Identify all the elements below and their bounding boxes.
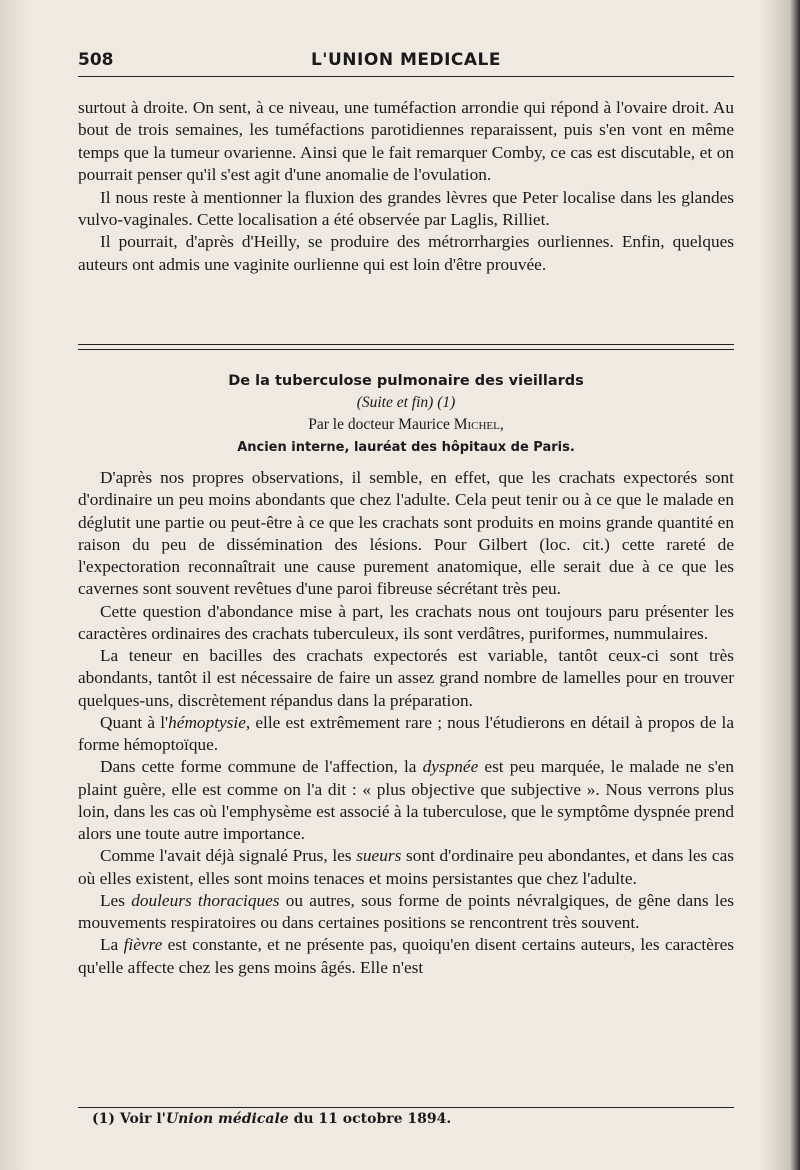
text-run: est constante, et ne présente pas, quoiqu'en disent certains auteurs, les caractères qu'elle affecte chez les gens moins âgés. Elle n'est — [78, 935, 734, 977]
paragraph: surtout à droite. On sent, à ce niveau, une tuméfaction arrondie qui répond à l'ovaire droit. Au bout de trois semaines, les tuméfactions parotidiennes reparaissent, puis s'en vont en même temps que la tumeur ovarienne. Ainsi que le fait remarquer Comby, ce cas est discutable, et on pourrait penser qu'il s'est agit d'une anomalie de l'ovulation. — [78, 98, 734, 185]
author-surname: Michel, — [453, 416, 504, 433]
footnote — [92, 1111, 451, 1127]
continued-text — [78, 97, 734, 276]
emphasis: dyspnée — [422, 757, 479, 777]
text-run: , elle est extrêmement rare ; nous l'étudierons en détail à propos de la forme hémoptoïque. — [78, 712, 734, 754]
text-run: Quant à l' — [100, 712, 169, 732]
paragraph: La teneur en bacilles des crachats expectorés est variable, tantôt ceux-ci sont très abondants, tantôt il est nécessaire de faire un assez grand nombre de lamelles pour en trouver quelques-uns, discrètement répandus dans la préparation. — [78, 646, 734, 710]
text-run: Comme l'avait déjà signalé Prus, les — [100, 846, 357, 866]
text-run: ou autres, sous forme de points névralgiques, de gêne dans les mouvements respiratoires ou dans certaines positions se rencontrent très souvent. — [78, 890, 734, 932]
article-body — [78, 467, 734, 979]
header-rule — [78, 76, 734, 77]
text-run: (1) Voir l' — [92, 1111, 166, 1127]
paragraph: Il pourrait, d'après d'Heilly, se produire des métrorrhargies ourliennes. Enfin, quelques auteurs ont admis une vaginite ourlienne qui est loin d'être prouvée. — [78, 232, 734, 274]
article-author — [78, 414, 734, 436]
section-divider — [78, 344, 734, 350]
emphasis: fièvre — [123, 935, 163, 955]
author-prefix: Par le docteur Maurice — [308, 416, 454, 433]
paragraph — [78, 756, 734, 845]
text-run: sont d'ordinaire peu abondantes, et dans les cas où elles existent, elles sont moins tenaces et moins persistantes que chez l'adulte. — [78, 846, 734, 888]
paragraph: D'après nos propres observations, il semble, en effet, que les crachats expectorés sont d'ordinaire un peu moins abondants que chez l'adulte. Cela peut tenir ou à ce que le malade en déglutit une partie ou peut-être à ce que les crachats sont produits en moins grande quantité en raison du peu de dissémination des lésions. Pour Gilbert (loc. cit.) cette rareté de l'expectoration reconnaîtrait une cause purement anatomique, elle serait due à ce que les cavernes sont souvent revêtues d'une paroi fibreuse sécrétant très peu. — [78, 468, 734, 599]
paragraph — [78, 845, 734, 890]
text-run: Les — [100, 890, 132, 910]
paragraph — [78, 934, 734, 979]
text-run: Dans cette forme commune de l'affection, la — [100, 757, 423, 777]
emphasis: Union médicale — [165, 1111, 289, 1127]
paragraph: Il nous reste à mentionner la fluxion des grandes lèvres que Peter localise dans les glandes vulvo-vaginales. Cette localisation a été observée par Laglis, Rilliet. — [78, 187, 734, 230]
article-heading — [78, 370, 734, 460]
page-header — [78, 50, 734, 76]
emphasis: hémoptysie — [168, 712, 246, 732]
page-number: 508 — [78, 50, 114, 70]
paragraph — [78, 890, 734, 935]
footnote-rule — [78, 1107, 734, 1108]
article-title: De la tuberculose pulmonaire des vieillards — [228, 373, 584, 389]
paragraph — [78, 712, 734, 757]
author-credential: Ancien interne, lauréat des hôpitaux de Paris. — [237, 440, 575, 455]
emphasis: douleurs thoraciques — [131, 890, 280, 910]
article-subtitle: (Suite et fin) (1) — [356, 394, 456, 411]
running-title: L'UNION MEDICALE — [310, 50, 502, 70]
text-run: La — [100, 935, 124, 955]
text-run: est peu marquée, le malade ne s'en plaint guère, elle est comme on l'a dit : « plus objective que subjective ». Nous verrons plus loin, dans les cas où l'emphysème est associé à la tuberculose, que le symptôme dyspnée prend alors une toute autre importance. — [78, 757, 734, 843]
emphasis: sueurs — [356, 846, 402, 866]
paragraph: Cette question d'abondance mise à part, les crachats nous ont toujours paru présenter les caractères ordinaires des crachats tuberculeux, ils sont verdâtres, puriformes, nummulaires. — [78, 601, 734, 643]
text-run: du 11 octobre 1894. — [288, 1111, 452, 1127]
